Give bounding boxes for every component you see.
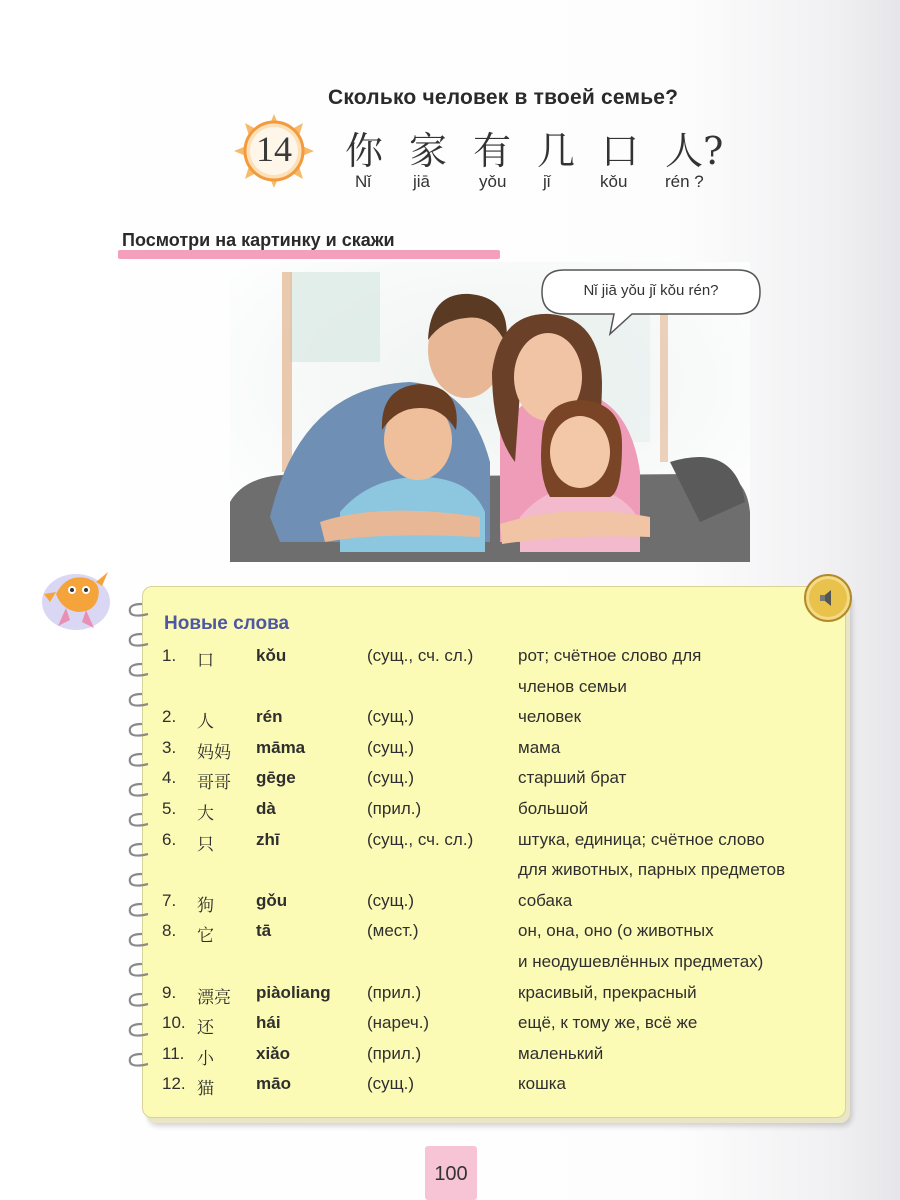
- hanzi-char: 人?: [665, 129, 724, 173]
- vocab-row: [0, 768, 900, 794]
- vocab-row: [0, 921, 900, 947]
- vocab-translation: штука, единица; счётное слово: [518, 830, 765, 849]
- vocab-hanzi: 漂亮: [197, 988, 231, 1008]
- vocab-row: [0, 677, 900, 703]
- hanzi-char: 你: [345, 129, 384, 173]
- vocab-pinyin: māo: [256, 1074, 291, 1093]
- vocab-part-of-speech: (прил.): [367, 799, 422, 818]
- speech-bubble: [540, 268, 762, 318]
- vocab-row: [0, 830, 900, 856]
- vocab-hanzi: 猫: [197, 1079, 214, 1099]
- vocab-pinyin: māma: [256, 738, 306, 757]
- vocab-part-of-speech: (сущ.): [367, 768, 415, 787]
- vocab-translation: большой: [518, 799, 589, 818]
- vocab-translation: человек: [518, 707, 582, 726]
- page-number: 100: [434, 1163, 468, 1185]
- pinyin-syllable: jǐ: [543, 172, 551, 191]
- vocab-translation: старший брат: [518, 768, 627, 787]
- hanzi-char: 几: [537, 129, 576, 173]
- vocab-part-of-speech: (нареч.): [367, 1013, 430, 1032]
- vocab-row: [0, 1044, 900, 1070]
- vocab-pinyin: tā: [256, 921, 272, 940]
- vocab-number: 11.: [162, 1044, 185, 1063]
- vocab-number: 4.: [162, 768, 177, 787]
- vocab-hanzi: 只: [197, 835, 214, 855]
- speaker-icon: [817, 587, 839, 609]
- vocab-hanzi: 狗: [197, 896, 214, 916]
- vocab-hanzi: 哥哥: [197, 773, 231, 793]
- vocab-number: 6.: [162, 830, 177, 849]
- vocab-row: [0, 891, 900, 917]
- pinyin-syllable: kǒu: [600, 172, 628, 191]
- vocab-part-of-speech: (сущ.): [367, 738, 415, 757]
- vocab-number: 8.: [162, 921, 177, 940]
- vocab-part-of-speech: (сущ., сч. сл.): [367, 646, 474, 665]
- vocab-translation: для животных, парных предметов: [518, 860, 786, 879]
- pinyin-syllable: rén ?: [665, 172, 704, 191]
- vocab-translation: и неодушевлённых предметах): [518, 952, 764, 971]
- vocab-pinyin: gēge: [256, 768, 296, 787]
- vocab-translation: он, она, оно (о животных: [518, 921, 714, 940]
- hanzi-char: 口: [601, 129, 640, 173]
- vocab-row: [0, 707, 900, 733]
- vocab-hanzi: 口: [197, 651, 214, 671]
- pinyin-syllable: jiā: [413, 172, 431, 191]
- vocab-row: [0, 738, 900, 764]
- lesson-number: 14: [256, 129, 292, 169]
- vocab-pinyin: xiǎo: [256, 1044, 291, 1063]
- vocab-number: 1.: [162, 646, 177, 665]
- vocab-number: 3.: [162, 738, 177, 757]
- vocab-hanzi: 小: [197, 1049, 214, 1069]
- instruction-text: Посмотри на картинку и скажи: [122, 230, 395, 250]
- vocab-pinyin: dà: [256, 799, 276, 818]
- vocab-translation: кошка: [518, 1074, 566, 1093]
- vocab-translation: маленький: [518, 1044, 604, 1063]
- lesson-number-badge: [232, 112, 316, 190]
- hanzi-char: 有: [473, 129, 512, 173]
- vocab-translation: рот; счётное слово для: [518, 646, 702, 665]
- vocab-number: 12.: [162, 1074, 186, 1093]
- vocab-translation: членов семьи: [518, 677, 627, 696]
- vocab-translation: красивый, прекрасный: [518, 983, 697, 1002]
- vocab-part-of-speech: (мест.): [367, 921, 419, 940]
- vocab-pinyin: piàoliang: [256, 983, 331, 1002]
- vocab-number: 9.: [162, 983, 177, 1002]
- vocab-pinyin: hái: [256, 1013, 281, 1032]
- vocab-number: 7.: [162, 891, 177, 910]
- pinyin-syllable: Nǐ: [355, 172, 372, 191]
- vocab-translation: ещё, к тому же, всё же: [518, 1013, 698, 1032]
- vocab-row: [0, 1074, 900, 1100]
- vocab-pinyin: zhī: [256, 830, 280, 849]
- vocab-row: [0, 983, 900, 1009]
- title-pinyin: [345, 172, 765, 196]
- vocab-hanzi: 它: [197, 926, 214, 946]
- vocab-part-of-speech: (прил.): [367, 983, 422, 1002]
- vocab-number: 2.: [162, 707, 177, 726]
- vocab-part-of-speech: (сущ.): [367, 707, 415, 726]
- vocab-hanzi: 大: [197, 804, 214, 824]
- vocab-hanzi: 还: [197, 1018, 214, 1038]
- audio-play-button[interactable]: [804, 574, 852, 622]
- vocab-row: [0, 952, 900, 978]
- vocab-part-of-speech: (сущ., сч. сл.): [367, 830, 474, 849]
- vocab-part-of-speech: (сущ.): [367, 891, 415, 910]
- vocab-row: [0, 860, 900, 886]
- instruction-highlight: [118, 250, 500, 259]
- vocab-pinyin: gǒu: [256, 891, 288, 910]
- vocab-row: [0, 1013, 900, 1039]
- dragon-mascot-icon: [36, 564, 126, 636]
- vocab-translation: мама: [518, 738, 561, 757]
- vocab-pinyin: rén: [256, 707, 283, 726]
- vocab-number: 10.: [162, 1013, 186, 1032]
- vocab-number: 5.: [162, 799, 177, 818]
- vocab-translation: собака: [518, 891, 573, 910]
- vocab-heading: Новые слова: [164, 613, 290, 634]
- vocab-hanzi: 人: [197, 712, 214, 732]
- hanzi-char: 家: [409, 129, 448, 173]
- speech-bubble-text: Nǐ jiā yǒu jǐ kǒu rén?: [583, 282, 719, 299]
- vocab-row: [0, 646, 900, 672]
- lesson-title-ru: Сколько человек в твоей семье?: [328, 86, 679, 109]
- vocab-part-of-speech: (сущ.): [367, 1074, 415, 1093]
- vocab-row: [0, 799, 900, 825]
- vocab-pinyin: kǒu: [256, 646, 287, 665]
- pinyin-syllable: yǒu: [479, 172, 507, 191]
- vocab-hanzi: 妈妈: [197, 743, 231, 763]
- vocab-part-of-speech: (прил.): [367, 1044, 422, 1063]
